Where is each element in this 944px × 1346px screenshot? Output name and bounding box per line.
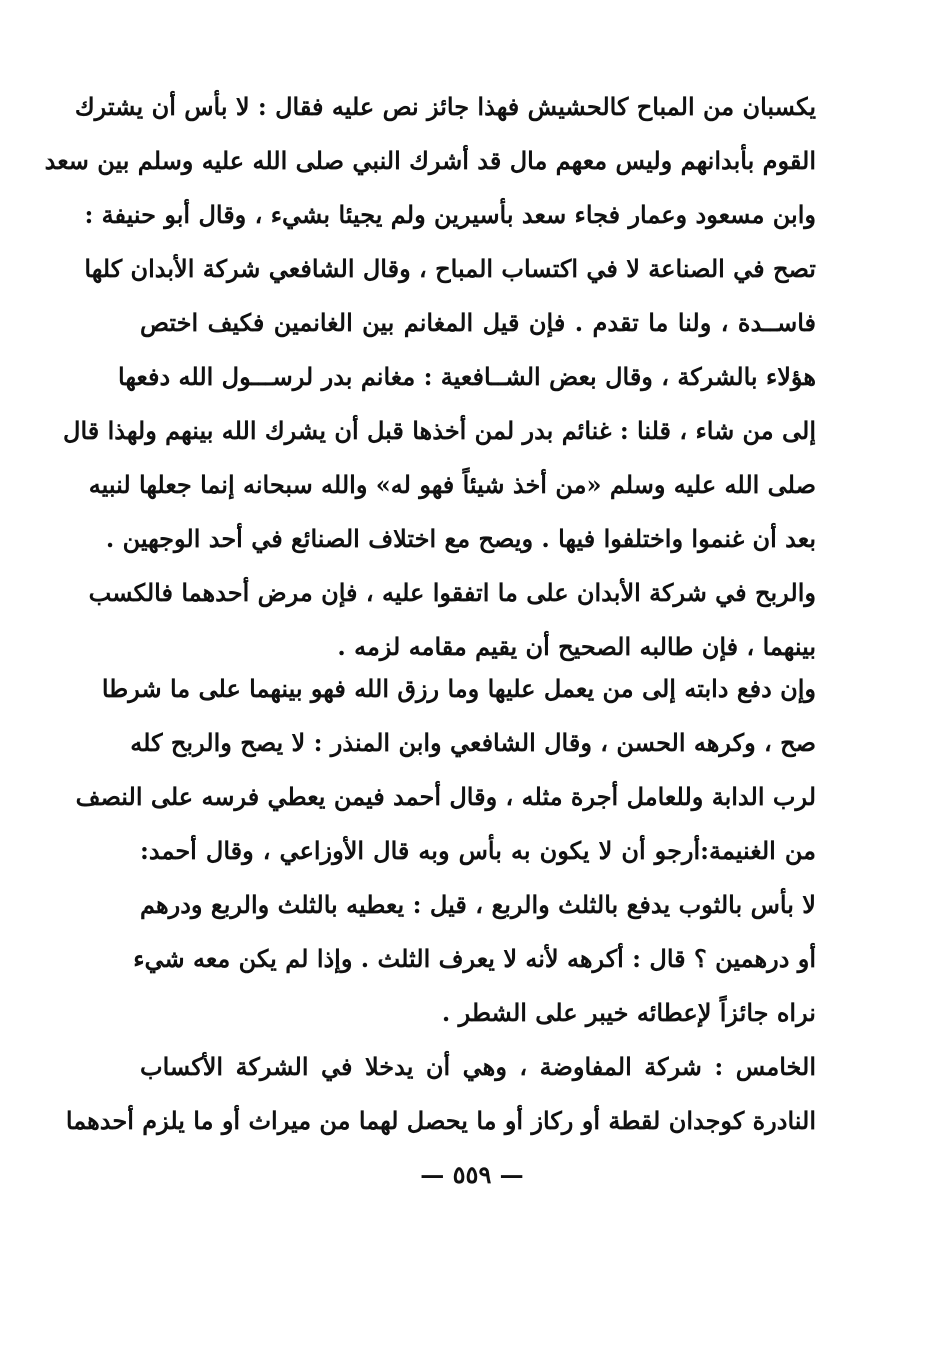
text-line: إلى من شاء ، قلنا : غنائم بدر لمن أخذها قبل أن يشرك الله بينهم ولهذا قال	[63, 416, 816, 445]
text-line: النادرة كوجدان لقطة أو ركاز أو ما يحصل لهما من ميراث أو ما يلزم أحدهما	[65, 1106, 816, 1135]
text-line: القوم بأبدانهم وليس معهم مال قد أشرك النبي صلى الله عليه وسلم بين سعد	[44, 146, 816, 175]
text-line: بعد أن غنموا واختلفوا فيها . ويصح مع اختلاف الصنائع في أحد الوجهين .	[105, 524, 816, 553]
text-line: تصح في الصناعة لا في اكتساب المباح ، وقال الشافعي شركة الأبدان كلها	[84, 254, 816, 283]
text-line: لا بأس بالثوب يدفع بالثلث والربع ، قيل : يعطيه بالثلث والربع ودرهم	[140, 890, 816, 919]
text-line: من الغنيمة:أرجو أن لا يكون به بأس وبه قال الأوزاعي ، وقال أحمد:	[140, 836, 816, 865]
text-line: نراه جائزاً لإعطائه خيبر على الشطر .	[441, 998, 816, 1027]
text-line: بينهما ، فإن طالبه الصحيح أن يقيم مقامه لزمه .	[337, 632, 816, 661]
text-line: صلى الله عليه وسلم «من أخذ شيئاً فهو له» والله سبحانه إنما جعلها لنبيه	[88, 470, 816, 499]
paragraph-animal-partnership	[75, 662, 816, 1040]
text-line: الخامس : شركة المفاوضة ، وهي أن يدخلا في الشركة الأكساب	[140, 1052, 816, 1081]
text-line: هؤلاء بالشركة ، وقال بعض الشــافعية : مغانم بدر لرســـول الله دفعها	[118, 362, 816, 391]
page-number: — ٥٥٩ —	[420, 1160, 524, 1189]
text-line: أو درهمين ؟ قال : أكرهه لأنه لا يعرف الثلث . وإذا لم يكن معه شيء	[133, 944, 816, 973]
paragraph-partnership-bodies	[44, 80, 816, 674]
text-line: يكسبان من المباح كالحشيش فهذا جائز نص عليه فقال : لا بأس أن يشترك	[74, 92, 816, 121]
text-line: وإن دفع دابته إلى من يعمل عليها وما رزق الله فهو بينهما على ما شرطا	[101, 674, 816, 703]
text-line: والربح في شركة الأبدان على ما اتفقوا عليه ، فإن مرض أحدهما فالكسب	[88, 578, 816, 607]
paragraph-mufawada-partnership	[65, 1040, 816, 1148]
text-line: وابن مسعود وعمار فجاء سعد بأسيرين ولم يجيئا بشيء ، وقال أبو حنيفة :	[84, 200, 816, 229]
text-line: لرب الدابة وللعامل أجرة مثله ، وقال أحمد فيمن يعطي فرسه على النصف	[75, 782, 816, 811]
text-line: فاســدة ، ولنا ما تقدم . فإن قيل المغانم بين الغانمين فكيف اختص	[140, 308, 816, 337]
text-line: صح ، وكرهه الحسن ، وقال الشافعي وابن المنذر : لا يصح والربح كله	[130, 728, 816, 757]
